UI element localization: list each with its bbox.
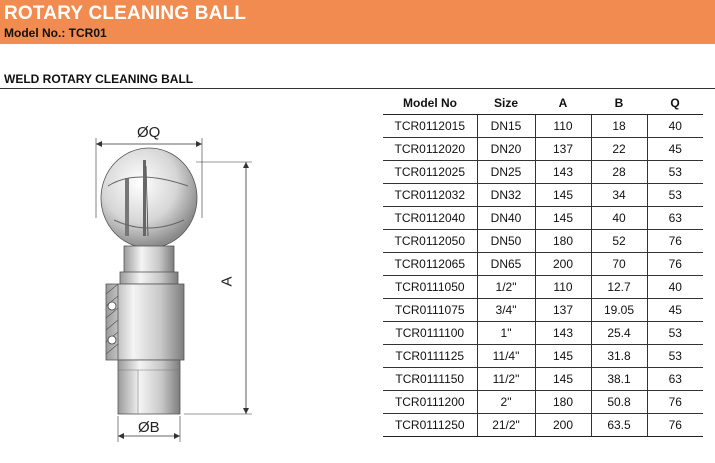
table-row	[383, 138, 703, 161]
cell-size: DN65	[477, 253, 535, 276]
cell-model: TCR0112065	[383, 253, 477, 276]
table-row	[383, 115, 703, 138]
cell-a: 137	[535, 299, 591, 322]
cell-b: 70	[591, 253, 647, 276]
dimension-b-label: ØB	[138, 419, 160, 436]
cell-size: DN50	[477, 230, 535, 253]
table-row	[383, 322, 703, 345]
cell-size: DN15	[477, 115, 535, 138]
cell-model: TCR0112015	[383, 115, 477, 138]
cell-model: TCR0111150	[383, 368, 477, 391]
cell-b: 22	[591, 138, 647, 161]
cell-q: 63	[647, 207, 703, 230]
cleaning-ball-drawing	[88, 108, 258, 444]
cell-q: 45	[647, 138, 703, 161]
table-row	[383, 253, 703, 276]
column-header: A	[535, 92, 591, 115]
table-row	[383, 345, 703, 368]
cell-a: 143	[535, 322, 591, 345]
cell-q: 76	[647, 253, 703, 276]
cell-q: 76	[647, 414, 703, 437]
cell-a: 110	[535, 115, 591, 138]
cell-b: 12.7	[591, 276, 647, 299]
section-title: WELD ROTARY CLEANING BALL	[4, 72, 194, 86]
cell-a: 145	[535, 345, 591, 368]
column-header: B	[591, 92, 647, 115]
cell-size: 3/4"	[477, 299, 535, 322]
cell-q: 63	[647, 368, 703, 391]
cell-q: 40	[647, 115, 703, 138]
cell-q: 40	[647, 276, 703, 299]
cell-b: 31.8	[591, 345, 647, 368]
cell-model: TCR0112020	[383, 138, 477, 161]
cell-q: 76	[647, 391, 703, 414]
cell-b: 19.05	[591, 299, 647, 322]
cell-q: 53	[647, 322, 703, 345]
cell-a: 137	[535, 138, 591, 161]
cell-q: 45	[647, 299, 703, 322]
cell-size: 2"	[477, 391, 535, 414]
page-title: ROTARY CLEANING BALL	[4, 3, 247, 24]
cell-a: 110	[535, 276, 591, 299]
cell-model: TCR0112040	[383, 207, 477, 230]
cell-b: 18	[591, 115, 647, 138]
cell-model: TCR0112025	[383, 161, 477, 184]
column-header: Model No	[383, 92, 477, 115]
cell-size: DN40	[477, 207, 535, 230]
cell-model: TCR0111075	[383, 299, 477, 322]
table-row	[383, 184, 703, 207]
cell-a: 180	[535, 391, 591, 414]
cell-b: 63.5	[591, 414, 647, 437]
cell-size: 1"	[477, 322, 535, 345]
cell-b: 50.8	[591, 391, 647, 414]
table-header-row	[383, 92, 703, 115]
cell-size: DN25	[477, 161, 535, 184]
specification-table	[383, 92, 703, 437]
cell-a: 145	[535, 207, 591, 230]
table-row	[383, 299, 703, 322]
cell-model: TCR0112050	[383, 230, 477, 253]
cell-size: DN20	[477, 138, 535, 161]
cell-b: 28	[591, 161, 647, 184]
cell-a: 180	[535, 230, 591, 253]
dimension-q-label: ØQ	[137, 124, 161, 141]
dimension-a-label: A	[218, 276, 236, 287]
cell-q: 53	[647, 184, 703, 207]
cell-a: 145	[535, 184, 591, 207]
cell-b: 25.4	[591, 322, 647, 345]
cell-model: TCR0111050	[383, 276, 477, 299]
cell-b: 34	[591, 184, 647, 207]
cell-model: TCR0112032	[383, 184, 477, 207]
section-divider	[0, 88, 715, 89]
table-row	[383, 276, 703, 299]
table-row	[383, 414, 703, 437]
cell-b: 38.1	[591, 368, 647, 391]
model-number: Model No.: TCR01	[4, 26, 107, 40]
table-row	[383, 207, 703, 230]
cell-a: 143	[535, 161, 591, 184]
cell-b: 52	[591, 230, 647, 253]
cell-a: 200	[535, 253, 591, 276]
cell-model: TCR0111100	[383, 322, 477, 345]
cell-size: 11/2"	[477, 368, 535, 391]
cell-size: DN32	[477, 184, 535, 207]
table-row	[383, 161, 703, 184]
cell-a: 200	[535, 414, 591, 437]
column-header: Q	[647, 92, 703, 115]
cell-q: 76	[647, 230, 703, 253]
table-row	[383, 230, 703, 253]
cell-q: 53	[647, 161, 703, 184]
cell-size: 21/2"	[477, 414, 535, 437]
column-header: Size	[477, 92, 535, 115]
cell-q: 53	[647, 345, 703, 368]
title-banner	[0, 0, 715, 44]
cell-model: TCR0111250	[383, 414, 477, 437]
cell-b: 40	[591, 207, 647, 230]
cell-a: 145	[535, 368, 591, 391]
table-row	[383, 391, 703, 414]
cell-model: TCR0111125	[383, 345, 477, 368]
table-row	[383, 368, 703, 391]
cell-size: 1/2"	[477, 276, 535, 299]
cell-size: 11/4"	[477, 345, 535, 368]
cell-model: TCR0111200	[383, 391, 477, 414]
